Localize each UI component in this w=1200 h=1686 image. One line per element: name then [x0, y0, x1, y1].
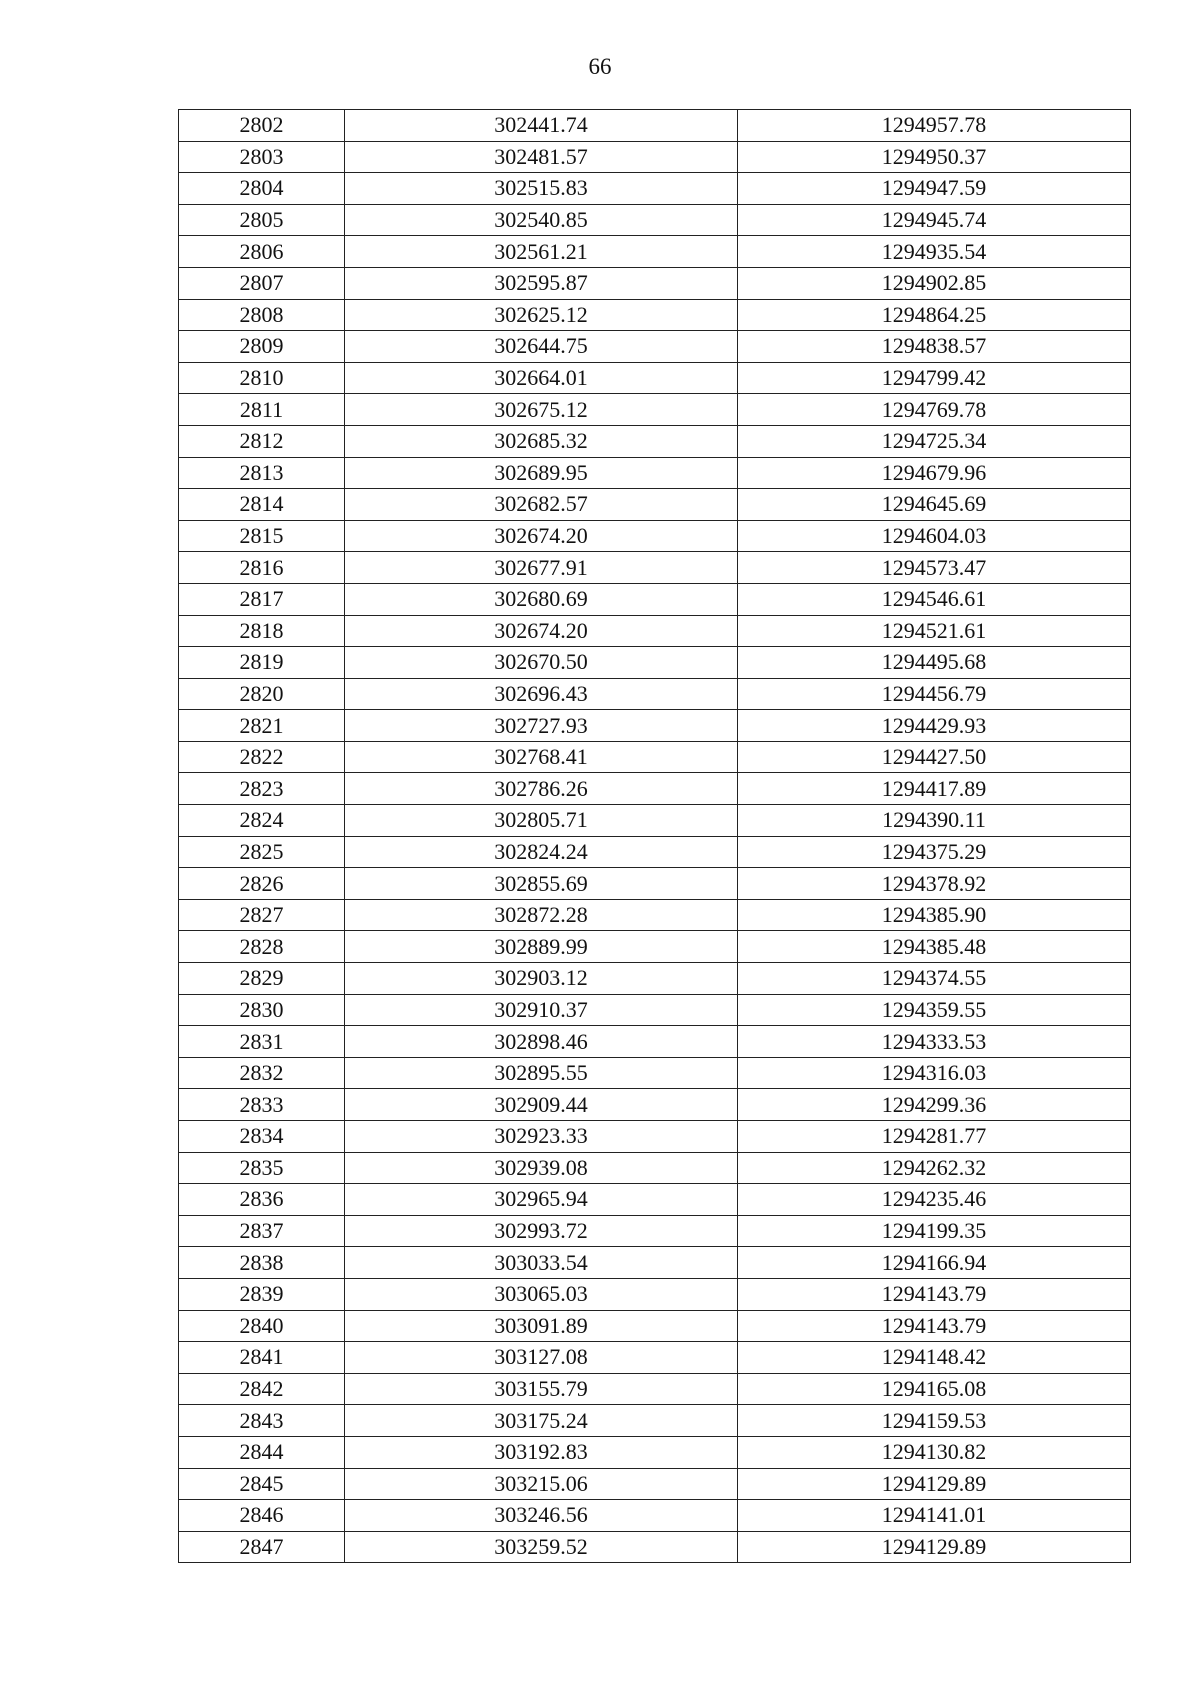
y-coordinate-cell: 1294645.69 [738, 489, 1131, 521]
x-coordinate-cell: 302674.20 [345, 520, 738, 552]
x-coordinate-cell: 302923.33 [345, 1121, 738, 1153]
x-coordinate-cell: 302675.12 [345, 394, 738, 426]
y-coordinate-cell: 1294385.48 [738, 931, 1131, 963]
point-number-cell: 2842 [179, 1373, 345, 1405]
y-coordinate-cell: 1294262.32 [738, 1152, 1131, 1184]
table-row [179, 710, 1131, 742]
x-coordinate-cell: 302939.08 [345, 1152, 738, 1184]
x-coordinate-cell: 302768.41 [345, 741, 738, 773]
point-number-cell: 2809 [179, 331, 345, 363]
table-row [179, 1342, 1131, 1374]
x-coordinate-cell: 302727.93 [345, 710, 738, 742]
point-number-cell: 2810 [179, 362, 345, 394]
x-coordinate-cell: 303155.79 [345, 1373, 738, 1405]
point-number-cell: 2816 [179, 552, 345, 584]
y-coordinate-cell: 1294165.08 [738, 1373, 1131, 1405]
x-coordinate-cell: 302910.37 [345, 994, 738, 1026]
x-coordinate-cell: 302855.69 [345, 868, 738, 900]
table-row [179, 362, 1131, 394]
x-coordinate-cell: 302889.99 [345, 931, 738, 963]
table-row [179, 110, 1131, 142]
point-number-cell: 2830 [179, 994, 345, 1026]
table-row [179, 394, 1131, 426]
point-number-cell: 2845 [179, 1468, 345, 1500]
point-number-cell: 2803 [179, 141, 345, 173]
y-coordinate-cell: 1294725.34 [738, 425, 1131, 457]
coordinates-table-body [179, 110, 1131, 1563]
table-row [179, 1152, 1131, 1184]
x-coordinate-cell: 302696.43 [345, 678, 738, 710]
y-coordinate-cell: 1294427.50 [738, 741, 1131, 773]
table-row [179, 457, 1131, 489]
y-coordinate-cell: 1294385.90 [738, 899, 1131, 931]
table-row [179, 1247, 1131, 1279]
y-coordinate-cell: 1294375.29 [738, 836, 1131, 868]
x-coordinate-cell: 302898.46 [345, 1026, 738, 1058]
table-row [179, 425, 1131, 457]
point-number-cell: 2834 [179, 1121, 345, 1153]
point-number-cell: 2832 [179, 1057, 345, 1089]
page-number: 66 [588, 54, 612, 79]
x-coordinate-cell: 302965.94 [345, 1184, 738, 1216]
x-coordinate-cell: 302909.44 [345, 1089, 738, 1121]
y-coordinate-cell: 1294199.35 [738, 1215, 1131, 1247]
x-coordinate-cell: 302689.95 [345, 457, 738, 489]
y-coordinate-cell: 1294604.03 [738, 520, 1131, 552]
y-coordinate-cell: 1294947.59 [738, 173, 1131, 205]
x-coordinate-cell: 303175.24 [345, 1405, 738, 1437]
table-row [179, 647, 1131, 679]
point-number-cell: 2843 [179, 1405, 345, 1437]
y-coordinate-cell: 1294359.55 [738, 994, 1131, 1026]
x-coordinate-cell: 303215.06 [345, 1468, 738, 1500]
y-coordinate-cell: 1294935.54 [738, 236, 1131, 268]
x-coordinate-cell: 302805.71 [345, 805, 738, 837]
y-coordinate-cell: 1294143.79 [738, 1310, 1131, 1342]
table-row [179, 267, 1131, 299]
table-row [179, 1405, 1131, 1437]
table-row [179, 1089, 1131, 1121]
point-number-cell: 2818 [179, 615, 345, 647]
x-coordinate-cell: 302481.57 [345, 141, 738, 173]
point-number-cell: 2812 [179, 425, 345, 457]
y-coordinate-cell: 1294374.55 [738, 963, 1131, 995]
table-row [179, 836, 1131, 868]
table-row [179, 520, 1131, 552]
point-number-cell: 2846 [179, 1500, 345, 1532]
table-row [179, 868, 1131, 900]
x-coordinate-cell: 302895.55 [345, 1057, 738, 1089]
point-number-cell: 2826 [179, 868, 345, 900]
x-coordinate-cell: 302993.72 [345, 1215, 738, 1247]
table-row [179, 1121, 1131, 1153]
x-coordinate-cell: 302682.57 [345, 489, 738, 521]
table-row [179, 173, 1131, 205]
y-coordinate-cell: 1294573.47 [738, 552, 1131, 584]
table-row [179, 1026, 1131, 1058]
y-coordinate-cell: 1294950.37 [738, 141, 1131, 173]
x-coordinate-cell: 302595.87 [345, 267, 738, 299]
x-coordinate-cell: 303259.52 [345, 1531, 738, 1563]
point-number-cell: 2806 [179, 236, 345, 268]
x-coordinate-cell: 302786.26 [345, 773, 738, 805]
x-coordinate-cell: 303033.54 [345, 1247, 738, 1279]
point-number-cell: 2841 [179, 1342, 345, 1374]
table-row [179, 141, 1131, 173]
point-number-cell: 2836 [179, 1184, 345, 1216]
y-coordinate-cell: 1294429.93 [738, 710, 1131, 742]
y-coordinate-cell: 1294159.53 [738, 1405, 1131, 1437]
y-coordinate-cell: 1294148.42 [738, 1342, 1131, 1374]
table-row [179, 1057, 1131, 1089]
table-row [179, 1373, 1131, 1405]
coordinates-table-container [178, 109, 1130, 1563]
y-coordinate-cell: 1294333.53 [738, 1026, 1131, 1058]
point-number-cell: 2839 [179, 1278, 345, 1310]
point-number-cell: 2847 [179, 1531, 345, 1563]
point-number-cell: 2833 [179, 1089, 345, 1121]
y-coordinate-cell: 1294378.92 [738, 868, 1131, 900]
y-coordinate-cell: 1294143.79 [738, 1278, 1131, 1310]
coordinates-table [178, 109, 1131, 1563]
x-coordinate-cell: 302677.91 [345, 552, 738, 584]
y-coordinate-cell: 1294235.46 [738, 1184, 1131, 1216]
x-coordinate-cell: 302685.32 [345, 425, 738, 457]
point-number-cell: 2823 [179, 773, 345, 805]
x-coordinate-cell: 303127.08 [345, 1342, 738, 1374]
x-coordinate-cell: 302674.20 [345, 615, 738, 647]
point-number-cell: 2819 [179, 647, 345, 679]
y-coordinate-cell: 1294945.74 [738, 204, 1131, 236]
x-coordinate-cell: 302561.21 [345, 236, 738, 268]
x-coordinate-cell: 302625.12 [345, 299, 738, 331]
y-coordinate-cell: 1294769.78 [738, 394, 1131, 426]
point-number-cell: 2837 [179, 1215, 345, 1247]
x-coordinate-cell: 302680.69 [345, 583, 738, 615]
y-coordinate-cell: 1294129.89 [738, 1531, 1131, 1563]
table-row [179, 583, 1131, 615]
x-coordinate-cell: 302515.83 [345, 173, 738, 205]
table-row [179, 1310, 1131, 1342]
point-number-cell: 2844 [179, 1436, 345, 1468]
x-coordinate-cell: 303192.83 [345, 1436, 738, 1468]
table-row [179, 299, 1131, 331]
y-coordinate-cell: 1294417.89 [738, 773, 1131, 805]
point-number-cell: 2817 [179, 583, 345, 615]
y-coordinate-cell: 1294166.94 [738, 1247, 1131, 1279]
table-row [179, 236, 1131, 268]
x-coordinate-cell: 302824.24 [345, 836, 738, 868]
x-coordinate-cell: 302872.28 [345, 899, 738, 931]
table-row [179, 741, 1131, 773]
y-coordinate-cell: 1294679.96 [738, 457, 1131, 489]
point-number-cell: 2838 [179, 1247, 345, 1279]
table-row [179, 489, 1131, 521]
point-number-cell: 2820 [179, 678, 345, 710]
table-row [179, 552, 1131, 584]
x-coordinate-cell: 303091.89 [345, 1310, 738, 1342]
x-coordinate-cell: 303065.03 [345, 1278, 738, 1310]
y-coordinate-cell: 1294495.68 [738, 647, 1131, 679]
point-number-cell: 2824 [179, 805, 345, 837]
x-coordinate-cell: 302441.74 [345, 110, 738, 142]
y-coordinate-cell: 1294390.11 [738, 805, 1131, 837]
y-coordinate-cell: 1294456.79 [738, 678, 1131, 710]
table-row [179, 678, 1131, 710]
y-coordinate-cell: 1294838.57 [738, 331, 1131, 363]
x-coordinate-cell: 303246.56 [345, 1500, 738, 1532]
point-number-cell: 2807 [179, 267, 345, 299]
table-row [179, 1184, 1131, 1216]
table-row [179, 615, 1131, 647]
point-number-cell: 2804 [179, 173, 345, 205]
point-number-cell: 2835 [179, 1152, 345, 1184]
point-number-cell: 2822 [179, 741, 345, 773]
point-number-cell: 2840 [179, 1310, 345, 1342]
table-row [179, 204, 1131, 236]
point-number-cell: 2831 [179, 1026, 345, 1058]
point-number-cell: 2821 [179, 710, 345, 742]
point-number-cell: 2813 [179, 457, 345, 489]
y-coordinate-cell: 1294130.82 [738, 1436, 1131, 1468]
point-number-cell: 2802 [179, 110, 345, 142]
point-number-cell: 2829 [179, 963, 345, 995]
table-row [179, 331, 1131, 363]
x-coordinate-cell: 302903.12 [345, 963, 738, 995]
y-coordinate-cell: 1294521.61 [738, 615, 1131, 647]
table-row [179, 1531, 1131, 1563]
point-number-cell: 2828 [179, 931, 345, 963]
x-coordinate-cell: 302644.75 [345, 331, 738, 363]
point-number-cell: 2811 [179, 394, 345, 426]
y-coordinate-cell: 1294902.85 [738, 267, 1131, 299]
y-coordinate-cell: 1294799.42 [738, 362, 1131, 394]
y-coordinate-cell: 1294864.25 [738, 299, 1131, 331]
x-coordinate-cell: 302540.85 [345, 204, 738, 236]
y-coordinate-cell: 1294957.78 [738, 110, 1131, 142]
y-coordinate-cell: 1294129.89 [738, 1468, 1131, 1500]
x-coordinate-cell: 302670.50 [345, 647, 738, 679]
point-number-cell: 2815 [179, 520, 345, 552]
point-number-cell: 2814 [179, 489, 345, 521]
y-coordinate-cell: 1294299.36 [738, 1089, 1131, 1121]
table-row [179, 931, 1131, 963]
table-row [179, 1436, 1131, 1468]
point-number-cell: 2805 [179, 204, 345, 236]
table-row [179, 1215, 1131, 1247]
table-row [179, 1468, 1131, 1500]
x-coordinate-cell: 302664.01 [345, 362, 738, 394]
point-number-cell: 2808 [179, 299, 345, 331]
y-coordinate-cell: 1294141.01 [738, 1500, 1131, 1532]
table-row [179, 773, 1131, 805]
y-coordinate-cell: 1294316.03 [738, 1057, 1131, 1089]
table-row [179, 994, 1131, 1026]
point-number-cell: 2827 [179, 899, 345, 931]
table-row [179, 963, 1131, 995]
y-coordinate-cell: 1294281.77 [738, 1121, 1131, 1153]
table-row [179, 1278, 1131, 1310]
table-row [179, 805, 1131, 837]
table-row [179, 1500, 1131, 1532]
point-number-cell: 2825 [179, 836, 345, 868]
y-coordinate-cell: 1294546.61 [738, 583, 1131, 615]
table-row [179, 899, 1131, 931]
